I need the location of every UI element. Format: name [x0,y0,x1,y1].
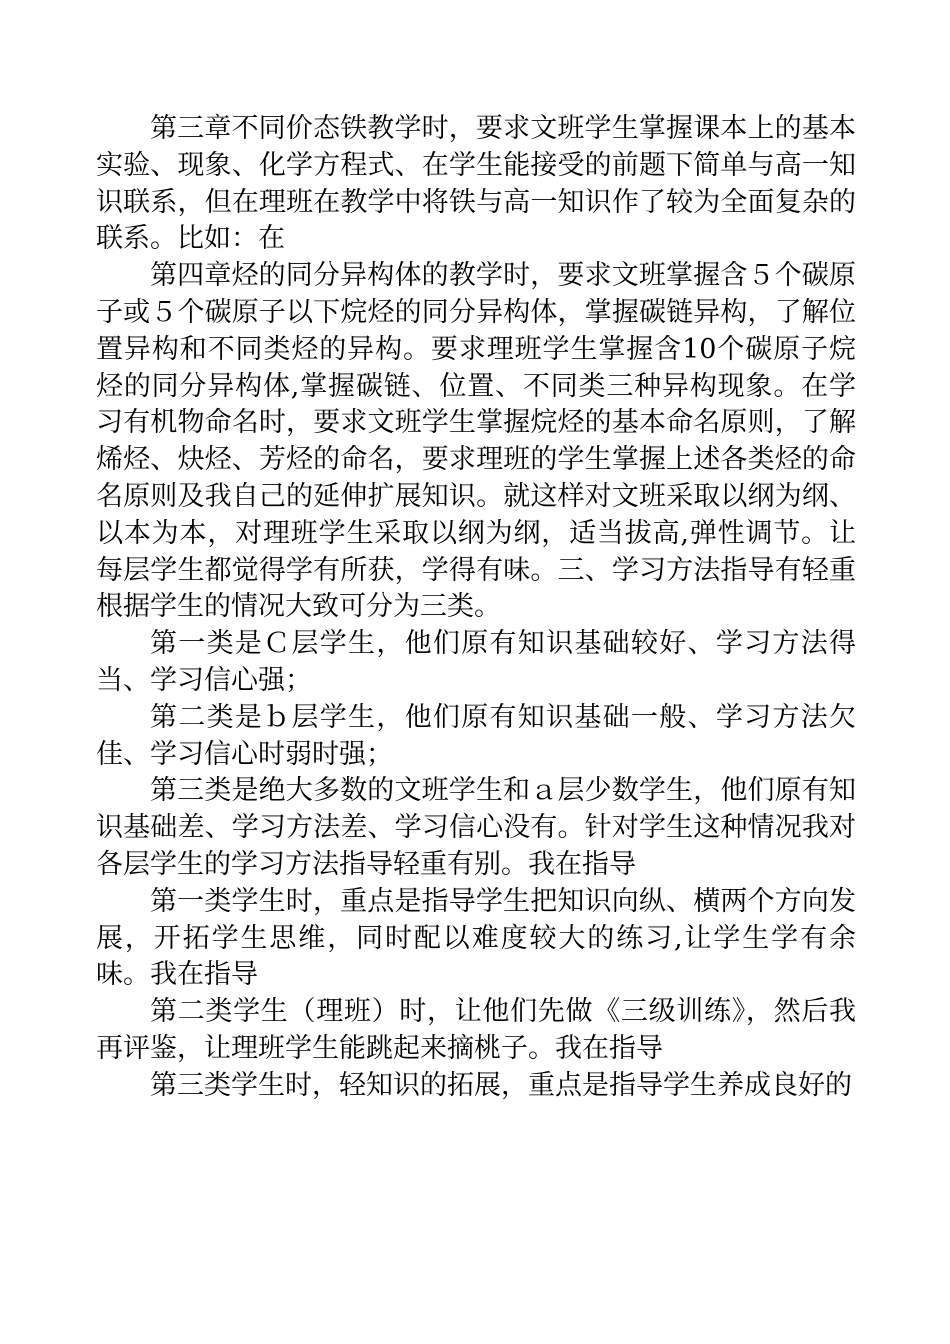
paragraph-4: 第二类是ｂ层学生，他们原有知识基础一般、学习方法欠佳、学习信心时弱时强； [96,701,856,770]
paragraph-5: 第三类是绝大多数的文班学生和ａ层少数学生，他们原有知识基础差、学习方法差、学习信心没有。针对学生这种情况我对各层学生的学习方法指导轻重有别。我在指导 [96,775,856,880]
paragraph-1: 第三章不同价态铁教学时，要求文班学生掌握课本上的基本实验、现象、化学方程式、在学生能接受的前题下简单与高一知识联系，但在理班在教学中将铁与高一知识作了较为全面复杂的联系。比如：在 [96,113,856,255]
paragraph-6: 第一类学生时，重点是指导学生把知识向纵、横两个方向发展，开拓学生思维，同时配以难度较大的练习,让学生学有余味。我在指导 [96,885,856,991]
paragraph-8: 第三类学生时，轻知识的拓展，重点是指导学生养成良好的 [150,1069,852,1101]
document-body [96,111,856,1105]
paragraph-3: 第一类是Ｃ层学生，他们原有知识基础较好、学习方法得当、学习信心强； [96,628,856,696]
paragraph-7: 第二类学生（理班）时，让他们先做《三级训练》，然后我再评鉴，让理班学生能跳起来摘桃子。我在指导 [96,996,856,1064]
paragraph-2: 第四章烃的同分异构体的教学时，要求文班掌握含５个碳原子或５个碳原子以下烷烃的同分异构体，掌握碳链异构，了解位置异构和不同类烃的异构。要求理班学生掌握含10个碳原子烷烃的同分异构体,掌握碳链、位置、不同类三种异构现象。在学习有机物命名时，要求文班学生掌握烷烃的基本命名原则，了解烯烃、炔烃、芳烃的命名，要求理班的学生掌握上述各类烃的命名原则及我自己的延伸扩展知识。就这样对文班采取以纲为纲、以本为本，对理班学生采取以纲为纲，适当拔高,弹性调节。让每层学生都觉得学有所获，学得有味。三、学习方法指导有轻重根据学生的情况大致可分为三类。 [96,260,856,623]
